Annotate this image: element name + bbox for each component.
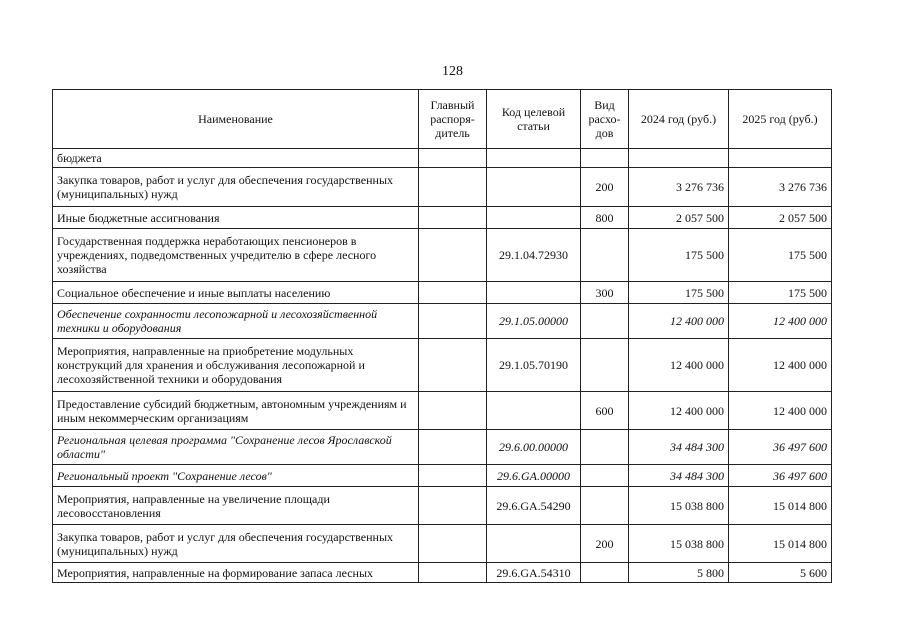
cell-code (487, 149, 581, 168)
cell-2025 (729, 149, 832, 168)
cell-2024: 175 500 (629, 282, 729, 304)
cell-code (487, 282, 581, 304)
cell-name: Государственная поддержка неработающих пенсионеров в учреждениях, подведомственных учредителю в сфере лесного хозяйства (53, 229, 419, 282)
header-2025: 2025 год (руб.) (729, 90, 832, 149)
cell-vid (581, 430, 629, 465)
cell-admin (419, 168, 487, 207)
cell-vid (581, 229, 629, 282)
cell-2025: 15 014 800 (729, 487, 832, 525)
table-row (53, 465, 832, 487)
table-row (53, 168, 832, 207)
cell-code: 29.1.05.00000 (487, 304, 581, 339)
header-code: Код целевой статьи (487, 90, 581, 149)
cell-name: Обеспечение сохранности лесопожарной и лесохозяйственной техники и оборудования (53, 304, 419, 339)
header-row (53, 90, 832, 149)
cell-code (487, 207, 581, 229)
cell-name: Предоставление субсидий бюджетным, автономным учреждениям и иным некоммерческим организациям (53, 392, 419, 430)
cell-2024: 15 038 800 (629, 525, 729, 563)
cell-2024: 12 400 000 (629, 304, 729, 339)
cell-2025: 175 500 (729, 282, 832, 304)
cell-2024: 34 484 300 (629, 430, 729, 465)
cell-2024: 34 484 300 (629, 465, 729, 487)
table-row (53, 229, 832, 282)
table-row (53, 339, 832, 392)
cell-code: 29.6.GA.54290 (487, 487, 581, 525)
cell-name: Региональный проект "Сохранение лесов" (53, 465, 419, 487)
header-name: Наименование (53, 90, 419, 149)
table-row (53, 282, 832, 304)
cell-2024 (629, 149, 729, 168)
cell-admin (419, 392, 487, 430)
cell-2025: 12 400 000 (729, 392, 832, 430)
cell-2024: 3 276 736 (629, 168, 729, 207)
header-vid: Вид расхо-дов (581, 90, 629, 149)
cell-2025: 15 014 800 (729, 525, 832, 563)
table-row (53, 430, 832, 465)
cell-admin (419, 563, 487, 583)
cell-2025: 12 400 000 (729, 304, 832, 339)
cell-admin (419, 282, 487, 304)
table-row (53, 207, 832, 229)
cell-2025: 36 497 600 (729, 465, 832, 487)
cell-admin (419, 465, 487, 487)
cell-admin (419, 304, 487, 339)
cell-name: бюджета (53, 149, 419, 168)
table-row (53, 525, 832, 563)
cell-name: Региональная целевая программа "Сохранение лесов Ярославской области" (53, 430, 419, 465)
table-row (53, 392, 832, 430)
cell-vid: 200 (581, 525, 629, 563)
cell-code (487, 525, 581, 563)
cell-2025: 2 057 500 (729, 207, 832, 229)
cell-2025: 12 400 000 (729, 339, 832, 392)
cell-vid (581, 563, 629, 583)
cell-name: Мероприятия, направленные на приобретение модульных конструкций для хранения и обслуживания лесопожарной и лесохозяйственной техники и оборудования (53, 339, 419, 392)
table-row (53, 563, 832, 583)
cell-code (487, 392, 581, 430)
header-2024: 2024 год (руб.) (629, 90, 729, 149)
cell-2025: 5 600 (729, 563, 832, 583)
cell-2025: 36 497 600 (729, 430, 832, 465)
cell-admin (419, 229, 487, 282)
cell-vid: 200 (581, 168, 629, 207)
cell-admin (419, 525, 487, 563)
cell-vid (581, 304, 629, 339)
cell-2025: 3 276 736 (729, 168, 832, 207)
cell-vid: 600 (581, 392, 629, 430)
header-admin: Главный распоря-дитель (419, 90, 487, 149)
table-row (53, 304, 832, 339)
cell-admin (419, 430, 487, 465)
cell-code: 29.1.05.70190 (487, 339, 581, 392)
cell-2024: 175 500 (629, 229, 729, 282)
cell-2025: 175 500 (729, 229, 832, 282)
page-number: 128 (442, 64, 463, 79)
cell-code: 29.6.GA.54310 (487, 563, 581, 583)
cell-admin (419, 487, 487, 525)
cell-2024: 15 038 800 (629, 487, 729, 525)
cell-vid: 800 (581, 207, 629, 229)
cell-admin (419, 207, 487, 229)
cell-name: Закупка товаров, работ и услуг для обеспечения государственных (муниципальных) нужд (53, 168, 419, 207)
cell-code (487, 168, 581, 207)
cell-2024: 5 800 (629, 563, 729, 583)
cell-2024: 12 400 000 (629, 339, 729, 392)
cell-code: 29.6.00.00000 (487, 430, 581, 465)
cell-vid: 300 (581, 282, 629, 304)
cell-admin (419, 339, 487, 392)
cell-vid (581, 149, 629, 168)
cell-name: Мероприятия, направленные на формирование запаса лесных (53, 563, 419, 583)
cell-code: 29.1.04.72930 (487, 229, 581, 282)
cell-name: Социальное обеспечение и иные выплаты населению (53, 282, 419, 304)
cell-vid (581, 339, 629, 392)
cell-name: Иные бюджетные ассигнования (53, 207, 419, 229)
table-row (53, 487, 832, 525)
cell-vid (581, 465, 629, 487)
cell-code: 29.6.GA.00000 (487, 465, 581, 487)
cell-name: Закупка товаров, работ и услуг для обеспечения государственных (муниципальных) нужд (53, 525, 419, 563)
cell-2024: 12 400 000 (629, 392, 729, 430)
cell-vid (581, 487, 629, 525)
cell-2024: 2 057 500 (629, 207, 729, 229)
cell-admin (419, 149, 487, 168)
budget-table (52, 89, 832, 583)
table-row (53, 149, 832, 168)
cell-name: Мероприятия, направленные на увеличение площади лесовосстановления (53, 487, 419, 525)
